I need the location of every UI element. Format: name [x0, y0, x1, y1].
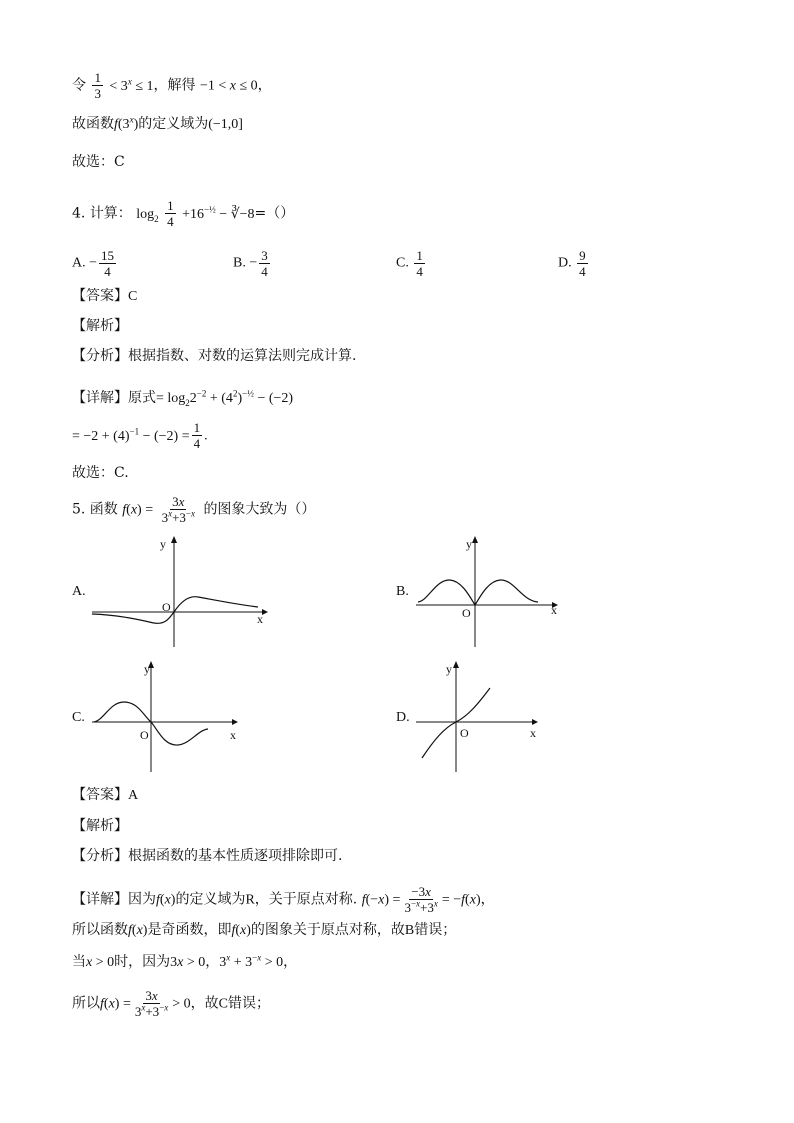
detail-line: 所以函数f(x)是奇函数，即f(x)的图象关于原点对称，故B错误；	[72, 922, 457, 938]
origin-label: O	[460, 726, 469, 740]
graph-a	[90, 535, 270, 650]
origin-label: O	[162, 600, 171, 614]
question-4: 4. 计算： $\log_2$ $\frac{1}{4}$ $+16^{-\frac{1}{2}}$ − ∛−8=（）	[72, 198, 295, 229]
detail-line: 所以f(x) = $\frac{3x}{3^x+3^{-x}}$ > 0，故C错误；	[72, 988, 271, 1019]
y-axis-label: y	[160, 537, 166, 551]
option-a: A. − $\frac{15}{4}$	[72, 248, 115, 279]
x-axis-label: x	[530, 726, 536, 740]
text-line: 故选：C	[72, 154, 125, 170]
x-axis-label: x	[257, 612, 263, 626]
option-d: D.	[396, 710, 410, 725]
graph-b	[414, 535, 564, 650]
origin-label: O	[140, 728, 149, 742]
option-b: B.	[396, 584, 409, 599]
text: ，解得	[153, 77, 196, 94]
domain-value: (−1,0]	[208, 117, 243, 132]
y-axis-label: y	[446, 662, 452, 676]
option-b: B. − $\frac{3}{4}$	[233, 248, 268, 279]
origin-label: O	[462, 606, 471, 620]
x-axis-label: x	[551, 603, 557, 617]
text: ，	[257, 77, 272, 94]
option-c: C. $\frac{1}{4}$	[396, 248, 423, 279]
option-d: D. $\frac{9}{4}$	[558, 248, 586, 279]
text: 故函数	[72, 116, 114, 132]
answer-4: 【答案】C	[72, 288, 138, 304]
text-line: 令 $\frac{1}{3}$ < $3^x \le 1$，解得 −1 < x ≤ 0，	[72, 70, 272, 101]
option-c: C.	[72, 710, 85, 725]
answer-5: 【答案】A	[72, 787, 139, 803]
x-axis-label: x	[230, 728, 236, 742]
text: 的定义域为	[138, 116, 209, 132]
analysis-line: 【分析】根据函数的基本性质逐项排除即可.	[72, 848, 343, 864]
question-label: 4. 计算：	[72, 205, 132, 222]
detail-line: = $-2 + (4)^{-1} - (-2)$ = $\frac{1}{4}$ .	[72, 420, 208, 451]
analysis-heading: 【解析】	[72, 318, 128, 334]
detail-line: 【详解】因为f(x)的定义域为R，关于原点对称. f(−x) = $\frac{-3x}{3^{-x}+3^x}$ = −f(x)，	[72, 884, 495, 915]
option-a: A.	[72, 584, 86, 599]
text: =（）	[254, 205, 295, 222]
analysis-heading: 【解析】	[72, 818, 128, 834]
y-axis-label: y	[144, 662, 150, 676]
text-line: 故选：C.	[72, 465, 129, 481]
question-5: 5. 函数 f(x) = $\frac{3x}{3^x+3^{-x}}$ 的图象大致为（）	[72, 494, 316, 525]
text-line: 故函数f(3$^x$)的定义域为(−1,0]	[72, 114, 243, 132]
analysis-line: 【分析】根据指数、对数的运算法则完成计算.	[72, 348, 357, 364]
graph-c	[90, 660, 250, 775]
y-axis-label: y	[466, 537, 472, 551]
detail-line: 当x > 0时，因为3x > 0，$3^x + 3^{-x} > 0$，	[72, 952, 298, 970]
text: 令	[72, 77, 86, 94]
detail-line: 【详解】原式= $\log_22^{-2} + (4^2)^{-\frac{1}{2}} - (-2)$	[72, 388, 294, 408]
graph-d	[414, 660, 544, 775]
